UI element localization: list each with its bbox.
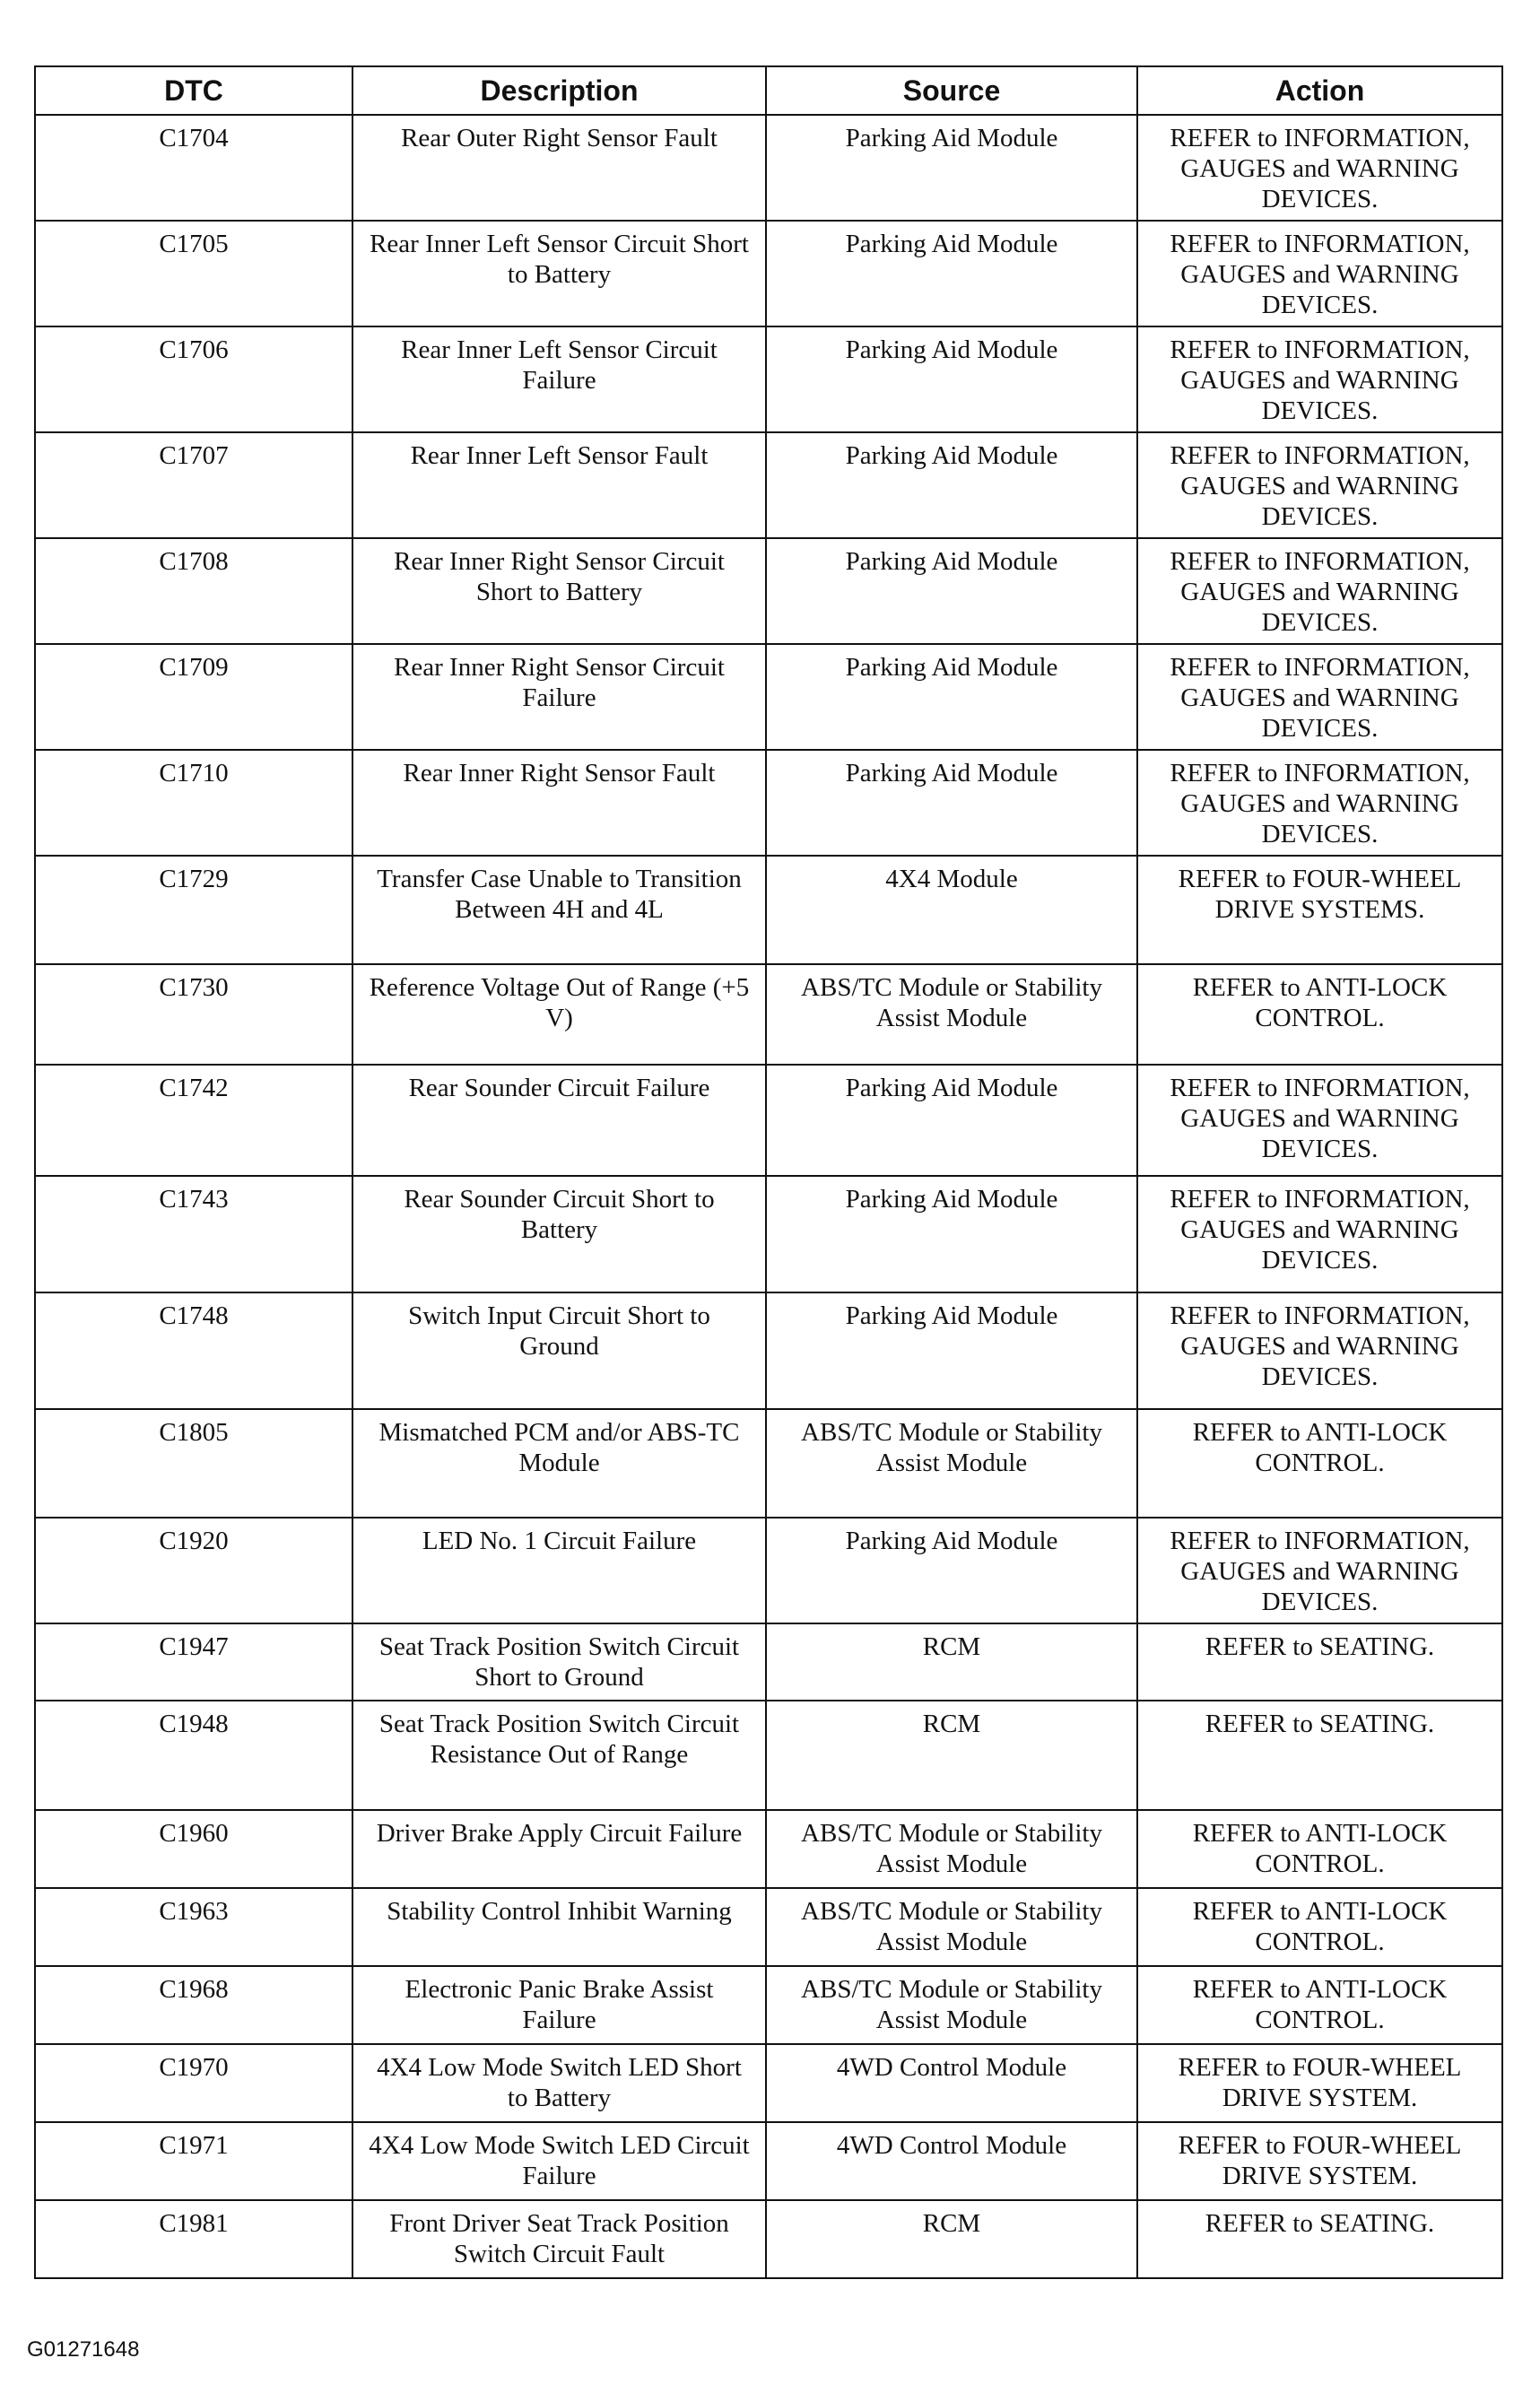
table-row bbox=[35, 1409, 1502, 1518]
table-row bbox=[35, 1292, 1502, 1409]
source-cell: RCM bbox=[766, 1623, 1137, 1701]
description-cell: Seat Track Position Switch Circuit Short to Ground bbox=[352, 1623, 766, 1701]
dtc-cell: C1730 bbox=[35, 964, 352, 1065]
description-cell: Mismatched PCM and/or ABS-TC Module bbox=[352, 1409, 766, 1518]
source-cell: Parking Aid Module bbox=[766, 326, 1137, 432]
source-cell: RCM bbox=[766, 2200, 1137, 2278]
description-cell: LED No. 1 Circuit Failure bbox=[352, 1518, 766, 1623]
action-cell: REFER to INFORMATION, GAUGES and WARNING DEVICES. bbox=[1137, 750, 1502, 856]
action-cell: REFER to INFORMATION, GAUGES and WARNING DEVICES. bbox=[1137, 538, 1502, 644]
dtc-cell: C1805 bbox=[35, 1409, 352, 1518]
action-cell: REFER to INFORMATION, GAUGES and WARNING DEVICES. bbox=[1137, 221, 1502, 326]
action-cell: REFER to INFORMATION, GAUGES and WARNING DEVICES. bbox=[1137, 326, 1502, 432]
source-cell: Parking Aid Module bbox=[766, 1518, 1137, 1623]
action-cell: REFER to ANTI-LOCK CONTROL. bbox=[1137, 1409, 1502, 1518]
table-row bbox=[35, 644, 1502, 750]
description-cell: Transfer Case Unable to Transition Between 4H and 4L bbox=[352, 856, 766, 964]
source-cell: 4WD Control Module bbox=[766, 2122, 1137, 2200]
source-cell: Parking Aid Module bbox=[766, 221, 1137, 326]
source-cell: RCM bbox=[766, 1701, 1137, 1810]
description-cell: Rear Inner Right Sensor Circuit Short to Battery bbox=[352, 538, 766, 644]
action-cell: REFER to INFORMATION, GAUGES and WARNING DEVICES. bbox=[1137, 644, 1502, 750]
table-row bbox=[35, 856, 1502, 964]
description-cell: Reference Voltage Out of Range (+5 V) bbox=[352, 964, 766, 1065]
source-cell: ABS/TC Module or Stability Assist Module bbox=[766, 1409, 1137, 1518]
description-cell: Rear Inner Right Sensor Circuit Failure bbox=[352, 644, 766, 750]
dtc-cell: C1948 bbox=[35, 1701, 352, 1810]
description-cell: Rear Sounder Circuit Failure bbox=[352, 1065, 766, 1176]
table-row bbox=[35, 1065, 1502, 1176]
header-source: Source bbox=[766, 66, 1137, 115]
dtc-cell: C1947 bbox=[35, 1623, 352, 1701]
header-action: Action bbox=[1137, 66, 1502, 115]
dtc-cell: C1709 bbox=[35, 644, 352, 750]
action-cell: REFER to INFORMATION, GAUGES and WARNING DEVICES. bbox=[1137, 432, 1502, 538]
table-row bbox=[35, 115, 1502, 221]
table-row bbox=[35, 964, 1502, 1065]
dtc-cell: C1742 bbox=[35, 1065, 352, 1176]
description-cell: Front Driver Seat Track Position Switch Circuit Fault bbox=[352, 2200, 766, 2278]
description-cell: Rear Inner Left Sensor Circuit Short to Battery bbox=[352, 221, 766, 326]
dtc-cell: C1743 bbox=[35, 1176, 352, 1292]
source-cell: Parking Aid Module bbox=[766, 432, 1137, 538]
table-row bbox=[35, 221, 1502, 326]
description-cell: Rear Inner Left Sensor Circuit Failure bbox=[352, 326, 766, 432]
source-cell: ABS/TC Module or Stability Assist Module bbox=[766, 964, 1137, 1065]
figure-code: G01271648 bbox=[27, 2337, 140, 2362]
table-row bbox=[35, 538, 1502, 644]
table-row bbox=[35, 1623, 1502, 1701]
description-cell: Rear Inner Right Sensor Fault bbox=[352, 750, 766, 856]
description-cell: 4X4 Low Mode Switch LED Circuit Failure bbox=[352, 2122, 766, 2200]
dtc-cell: C1707 bbox=[35, 432, 352, 538]
description-cell: Electronic Panic Brake Assist Failure bbox=[352, 1966, 766, 2044]
action-cell: REFER to FOUR-WHEEL DRIVE SYSTEM. bbox=[1137, 2122, 1502, 2200]
description-cell: Switch Input Circuit Short to Ground bbox=[352, 1292, 766, 1409]
description-cell: Rear Inner Left Sensor Fault bbox=[352, 432, 766, 538]
dtc-cell: C1971 bbox=[35, 2122, 352, 2200]
dtc-cell: C1729 bbox=[35, 856, 352, 964]
dtc-cell: C1920 bbox=[35, 1518, 352, 1623]
header-description: Description bbox=[352, 66, 766, 115]
source-cell: ABS/TC Module or Stability Assist Module bbox=[766, 1810, 1137, 1888]
source-cell: Parking Aid Module bbox=[766, 1176, 1137, 1292]
table-row bbox=[35, 326, 1502, 432]
description-cell: Rear Outer Right Sensor Fault bbox=[352, 115, 766, 221]
action-cell: REFER to SEATING. bbox=[1137, 1623, 1502, 1701]
source-cell: Parking Aid Module bbox=[766, 1065, 1137, 1176]
source-cell: Parking Aid Module bbox=[766, 750, 1137, 856]
action-cell: REFER to INFORMATION, GAUGES and WARNING DEVICES. bbox=[1137, 1292, 1502, 1409]
action-cell: REFER to INFORMATION, GAUGES and WARNING DEVICES. bbox=[1137, 1518, 1502, 1623]
table-row bbox=[35, 1966, 1502, 2044]
dtc-cell: C1706 bbox=[35, 326, 352, 432]
dtc-cell: C1708 bbox=[35, 538, 352, 644]
source-cell: ABS/TC Module or Stability Assist Module bbox=[766, 1966, 1137, 2044]
description-cell: 4X4 Low Mode Switch LED Short to Battery bbox=[352, 2044, 766, 2122]
dtc-cell: C1748 bbox=[35, 1292, 352, 1409]
description-cell: Driver Brake Apply Circuit Failure bbox=[352, 1810, 766, 1888]
source-cell: Parking Aid Module bbox=[766, 644, 1137, 750]
dtc-table bbox=[34, 65, 1503, 2279]
action-cell: REFER to FOUR-WHEEL DRIVE SYSTEM. bbox=[1137, 2044, 1502, 2122]
description-cell: Rear Sounder Circuit Short to Battery bbox=[352, 1176, 766, 1292]
action-cell: REFER to INFORMATION, GAUGES and WARNING DEVICES. bbox=[1137, 1176, 1502, 1292]
table-row bbox=[35, 750, 1502, 856]
dtc-cell: C1970 bbox=[35, 2044, 352, 2122]
source-cell: ABS/TC Module or Stability Assist Module bbox=[766, 1888, 1137, 1966]
table-row bbox=[35, 1810, 1502, 1888]
source-cell: 4X4 Module bbox=[766, 856, 1137, 964]
table-row bbox=[35, 2200, 1502, 2278]
table-body bbox=[35, 115, 1502, 2278]
header-dtc: DTC bbox=[35, 66, 352, 115]
description-cell: Stability Control Inhibit Warning bbox=[352, 1888, 766, 1966]
action-cell: REFER to INFORMATION, GAUGES and WARNING DEVICES. bbox=[1137, 115, 1502, 221]
source-cell: Parking Aid Module bbox=[766, 538, 1137, 644]
table-header bbox=[35, 66, 1502, 115]
table-row bbox=[35, 1176, 1502, 1292]
table-row bbox=[35, 1701, 1502, 1810]
description-cell: Seat Track Position Switch Circuit Resistance Out of Range bbox=[352, 1701, 766, 1810]
table-row bbox=[35, 1888, 1502, 1966]
dtc-cell: C1705 bbox=[35, 221, 352, 326]
source-cell: Parking Aid Module bbox=[766, 1292, 1137, 1409]
table-row bbox=[35, 2044, 1502, 2122]
source-cell: 4WD Control Module bbox=[766, 2044, 1137, 2122]
table-row bbox=[35, 432, 1502, 538]
header-row bbox=[35, 66, 1502, 115]
dtc-cell: C1981 bbox=[35, 2200, 352, 2278]
source-cell: Parking Aid Module bbox=[766, 115, 1137, 221]
action-cell: REFER to ANTI-LOCK CONTROL. bbox=[1137, 964, 1502, 1065]
table-row bbox=[35, 2122, 1502, 2200]
dtc-cell: C1960 bbox=[35, 1810, 352, 1888]
dtc-cell: C1963 bbox=[35, 1888, 352, 1966]
table-row bbox=[35, 1518, 1502, 1623]
action-cell: REFER to SEATING. bbox=[1137, 1701, 1502, 1810]
action-cell: REFER to SEATING. bbox=[1137, 2200, 1502, 2278]
action-cell: REFER to ANTI-LOCK CONTROL. bbox=[1137, 1810, 1502, 1888]
dtc-cell: C1710 bbox=[35, 750, 352, 856]
action-cell: REFER to FOUR-WHEEL DRIVE SYSTEMS. bbox=[1137, 856, 1502, 964]
action-cell: REFER to ANTI-LOCK CONTROL. bbox=[1137, 1888, 1502, 1966]
action-cell: REFER to ANTI-LOCK CONTROL. bbox=[1137, 1966, 1502, 2044]
dtc-cell: C1704 bbox=[35, 115, 352, 221]
action-cell: REFER to INFORMATION, GAUGES and WARNING DEVICES. bbox=[1137, 1065, 1502, 1176]
dtc-cell: C1968 bbox=[35, 1966, 352, 2044]
